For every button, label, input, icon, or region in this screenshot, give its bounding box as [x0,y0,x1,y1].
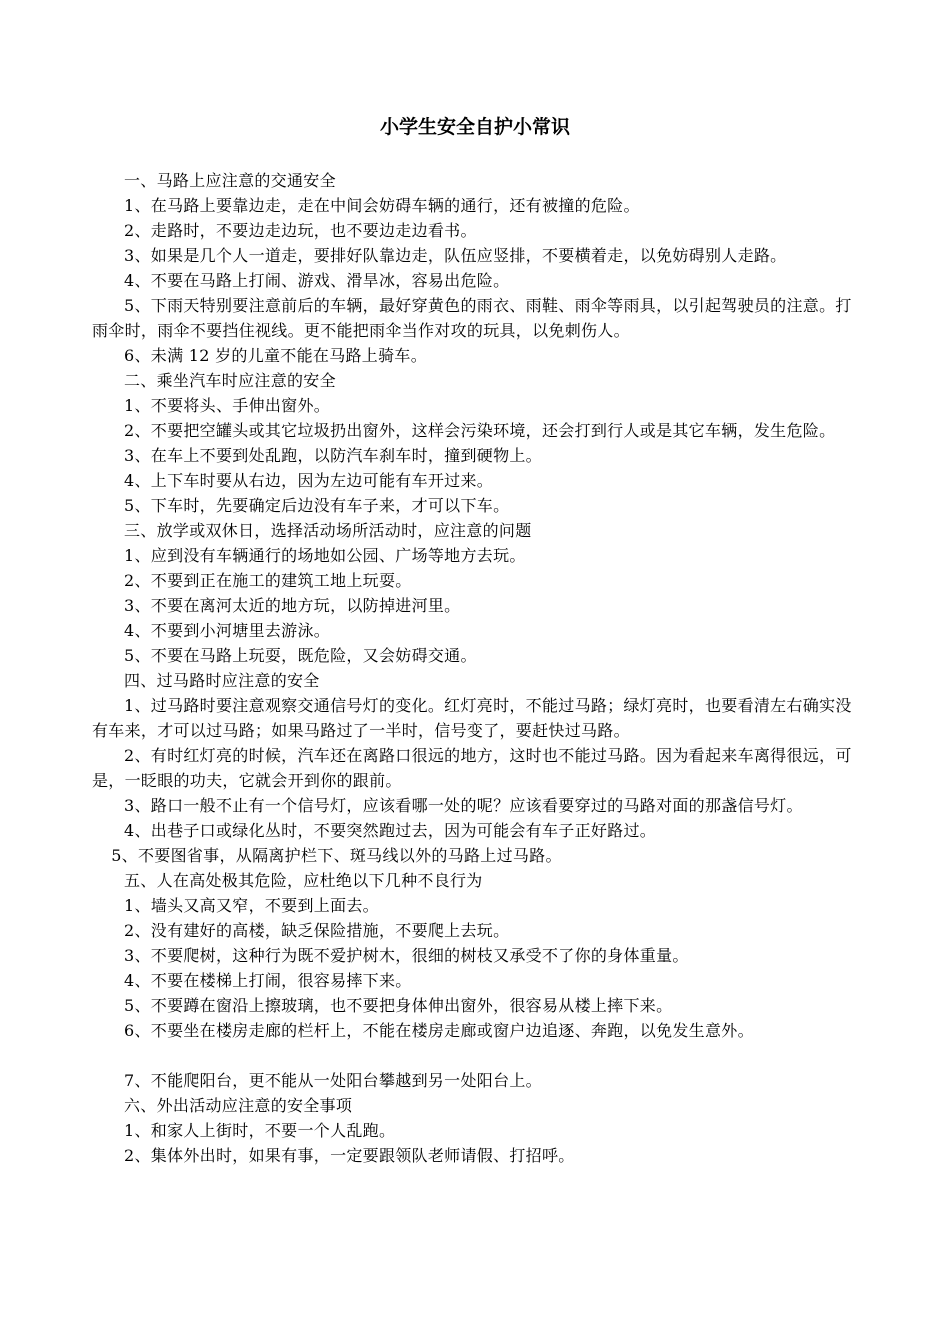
paragraph: 2、没有建好的高楼，缺乏保险措施，不要爬上去玩。 [124,921,510,940]
paragraph: 2、集体外出时，如果有事，一定要跟领队老师请假、打招呼。 [124,1146,575,1165]
paragraph: 1、和家人上街时，不要一个人乱跑。 [124,1121,396,1140]
paragraph: 4、不要在马路上打闹、游戏、滑旱冰，容易出危险。 [124,271,510,290]
blank-line [92,1043,864,1068]
paragraph: 1、应到没有车辆通行的场地如公园、广场等地方去玩。 [124,546,526,565]
paragraph: 3、在车上不要到处乱跑，以防汽车刹车时，撞到硬物上。 [124,446,542,465]
paragraph: 3、不要在离河太近的地方玩，以防掉进河里。 [124,596,461,615]
paragraph: 6、未满 12 岁的儿童不能在马路上骑车。 [124,346,428,365]
paragraph: 5、不要蹲在窗沿上擦玻璃，也不要把身体伸出窗外，很容易从楼上摔下来。 [124,996,673,1015]
paragraph: 5、下雨天特别要注意前后的车辆，最好穿黄色的雨衣、雨鞋、雨伞等雨具，以引起驾驶员的注意。打雨伞时，雨伞不要挡住视线。更不能把雨伞当作对攻的玩具，以免刺伤人。 [92,296,852,340]
section-heading: 四、过马路时应注意的安全 [124,671,320,690]
paragraph: 3、如果是几个人一道走，要排好队靠边走，队伍应竖排，不要横着走，以免妨碍别人走路。 [124,246,787,265]
page-title: 小学生安全自护小常识 [379,116,570,138]
paragraph: 1、在马路上要靠边走，走在中间会妨碍车辆的通行，还有被撞的危险。 [124,196,640,215]
paragraph: 2、走路时，不要边走边玩，也不要边走边看书。 [124,221,477,240]
paragraph: 5、不要在马路上玩耍，既危险，又会妨碍交通。 [124,646,477,665]
section-heading: 二、乘坐汽车时应注意的安全 [124,371,336,390]
paragraph: 5、下车时，先要确定后边没有车子来，才可以下车。 [124,496,510,515]
paragraph: 2、不要到正在施工的建筑工地上玩耍。 [124,571,412,590]
paragraph: 1、不要将头、手伸出窗外。 [124,396,331,415]
paragraph: 5、不要图省事，从隔离护栏下、斑马线以外的马路上过马路。 [111,846,562,865]
paragraph: 4、上下车时要从右边，因为左边可能有车开过来。 [124,471,494,490]
document-body [92,168,864,1168]
section-heading: 三、放学或双休日，选择活动场所活动时，应注意的问题 [124,521,532,540]
section-heading: 五、人在高处极其危险，应杜绝以下几种不良行为 [124,871,483,890]
paragraph: 4、出巷子口或绿化丛时，不要突然跑过去，因为可能会有车子正好路过。 [124,821,657,840]
paragraph: 4、不要到小河塘里去游泳。 [124,621,331,640]
paragraph: 3、路口一般不止有一个信号灯，应该看哪一处的呢？应该看要穿过的马路对面的那盏信号灯。 [124,796,803,815]
paragraph: 1、墙头又高又窄，不要到上面去。 [124,896,379,915]
paragraph: 2、有时红灯亮的时候，汽车还在离路口很远的地方，这时也不能过马路。因为看起来车离得很远，可是，一眨眼的功夫，它就会开到你的跟前。 [92,746,852,790]
section-heading: 一、马路上应注意的交通安全 [124,171,336,190]
section-heading: 六、外出活动应注意的安全事项 [124,1096,353,1115]
paragraph: 6、不要坐在楼房走廊的栏杆上，不能在楼房走廊或窗户边追逐、奔跑，以免发生意外。 [124,1021,754,1040]
paragraph: 1、过马路时要注意观察交通信号灯的变化。红灯亮时，不能过马路；绿灯亮时，也要看清左右确实没有车来，才可以过马路；如果马路过了一半时，信号变了，要赶快过马路。 [92,696,852,740]
paragraph: 3、不要爬树，这种行为既不爱护树木，很细的树枝又承受不了你的身体重量。 [124,946,689,965]
paragraph: 4、不要在楼梯上打闹，很容易摔下来。 [124,971,412,990]
paragraph: 2、不要把空罐头或其它垃圾扔出窗外，这样会污染环境，还会打到行人或是其它车辆，发生危险。 [124,421,836,440]
paragraph: 7、不能爬阳台，更不能从一处阳台攀越到另一处阳台上。 [124,1071,542,1090]
